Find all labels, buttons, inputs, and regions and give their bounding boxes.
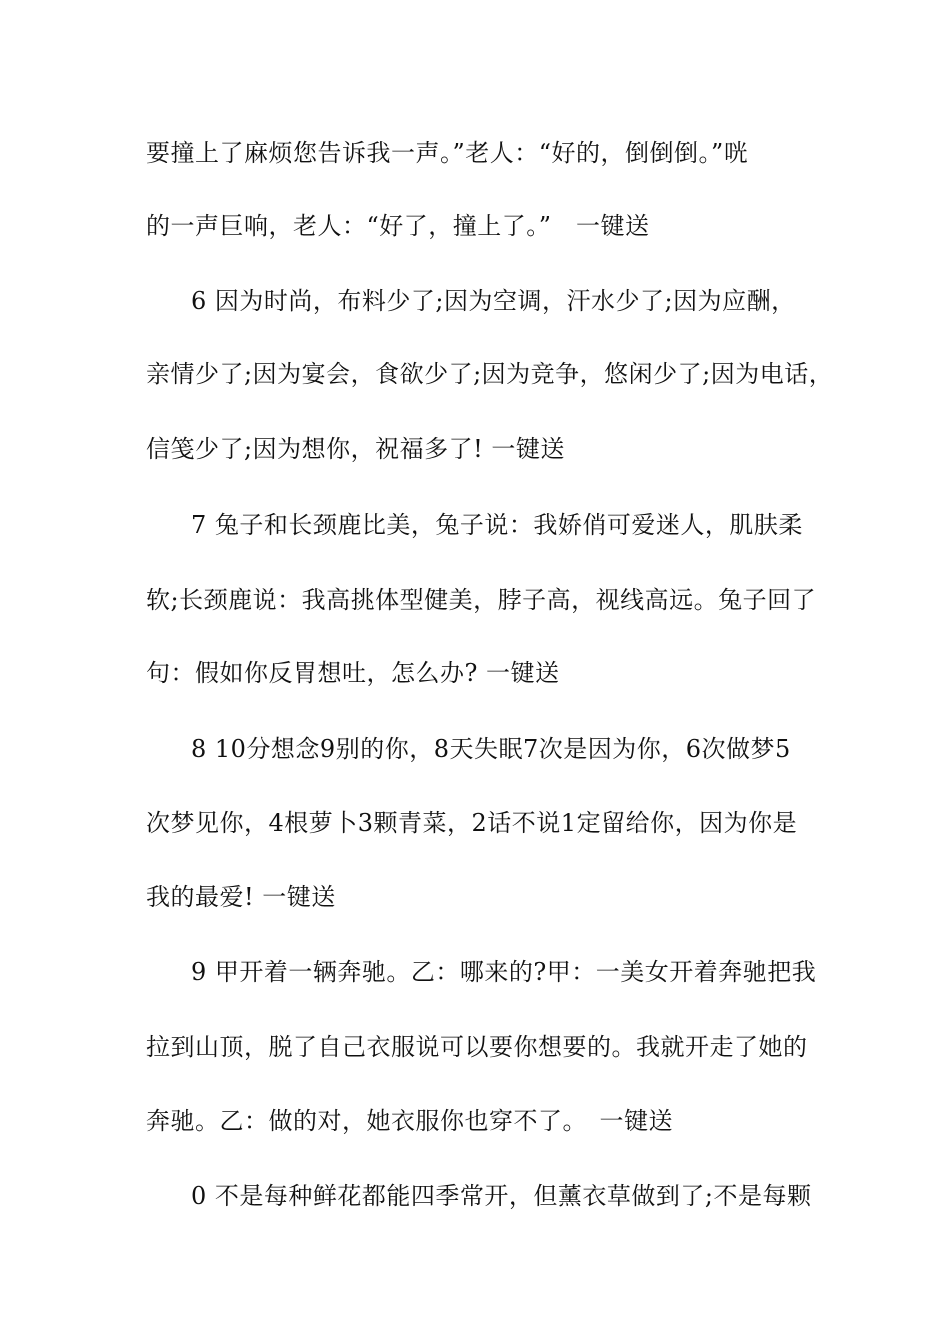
- text-line: 奔驰。乙：做的对，她衣服你也穿不了。 一键送: [146, 1107, 673, 1135]
- paragraph-start-line: 6 因为时尚，布料少了;因为空调，汗水少了;因为应酬，: [191, 287, 796, 315]
- text-line: 的一声巨响，老人：“好了，撞上了。” 一键送: [146, 212, 650, 240]
- paragraph-start-line: 0 不是每种鲜花都能四季常开，但薰衣草做到了;不是每颗: [191, 1182, 812, 1210]
- text-line: 次梦见你，4根萝卜3颗青菜，2话不说1定留给你，因为你是: [146, 809, 798, 837]
- paragraph-start-line: 7 兔子和长颈鹿比美，兔子说：我娇俏可爱迷人，肌肤柔: [191, 511, 803, 539]
- text-line: 句：假如你反胃想吐，怎么办? 一键送: [146, 659, 560, 687]
- text-line: 亲情少了;因为宴会，食欲少了;因为竞争，悠闲少了;因为电话，: [146, 360, 834, 388]
- paragraph-start-line: 8 10分想念9别的你，8天失眠7次是因为你，6次做梦5: [191, 735, 791, 763]
- text-line: 信笺少了;因为想你，祝福多了! 一键送: [146, 435, 565, 463]
- text-line: 拉到山顶，脱了自己衣服说可以要你想要的。我就开走了她的: [146, 1033, 808, 1061]
- text-line: 软;长颈鹿说：我高挑体型健美，脖子高，视线高远。兔子回了: [146, 586, 817, 614]
- text-line: 我的最爱! 一键送: [146, 883, 336, 911]
- paragraph-start-line: 9 甲开着一辆奔驰。乙：哪来的?甲：一美女开着奔驰把我: [191, 958, 817, 986]
- text-line: 要撞上了麻烦您告诉我一声。”老人：“好的，倒倒倒。”咣: [146, 139, 749, 167]
